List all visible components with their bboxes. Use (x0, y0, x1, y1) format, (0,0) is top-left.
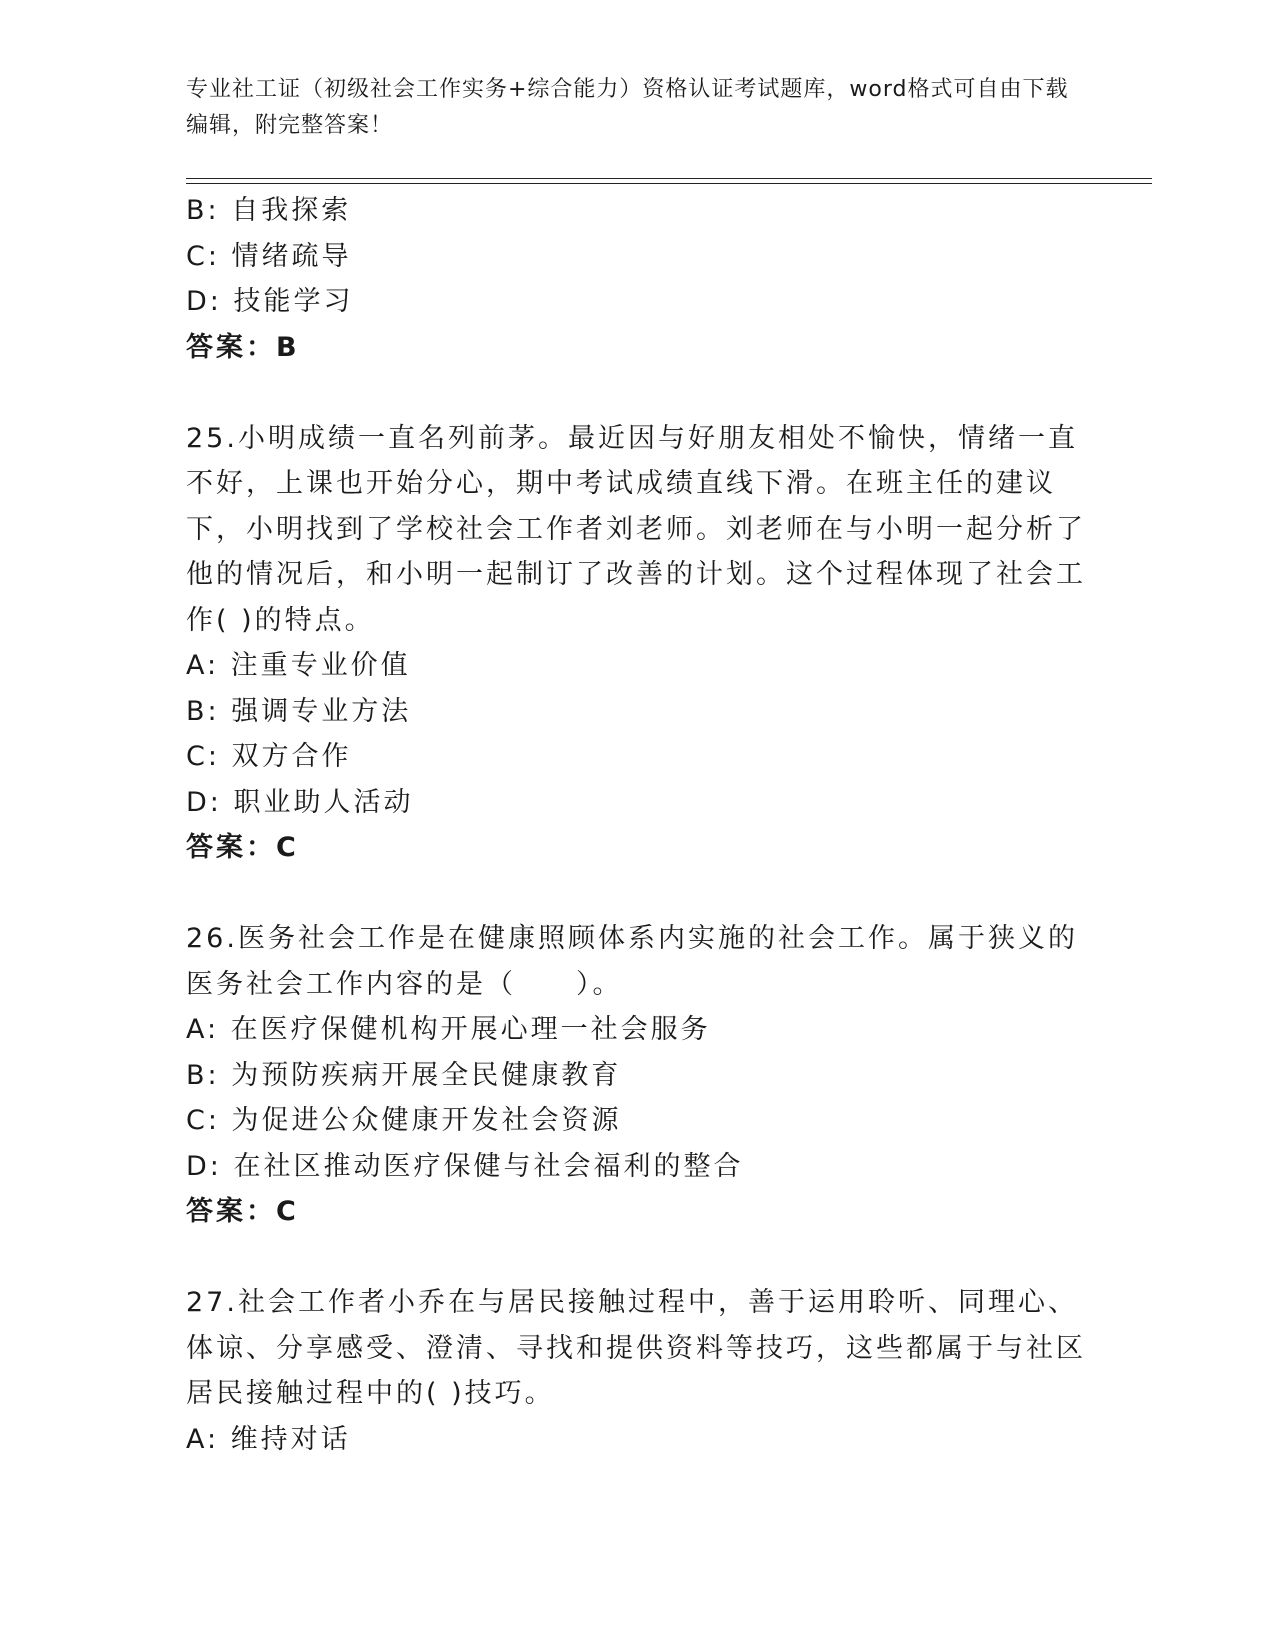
answer-line: 答案：C (186, 832, 299, 863)
question-stem: 27.社会工作者小乔在与居民接触过程中，善于运用聆听、同理心、体谅、分享感受、澄清、寻找和提供资料等技巧，这些都属于与社区居民接触过程中的( )技巧。 (186, 1287, 1086, 1409)
answer-line: 答案：B (186, 331, 300, 363)
spacer (186, 370, 1086, 416)
question-stem: 26.医务社会工作是在健康照顾体系内实施的社会工作。属于狭义的医务社会工作内容的是（ ）。 (186, 923, 1078, 1000)
header-divider-top (186, 178, 1152, 179)
option-item: A: 注重专业价值 (186, 650, 411, 681)
option-item: D: 在社区推动医疗保健与社会福利的整合 (186, 1150, 744, 1182)
document-header: 专业社工证（初级社会工作实务+综合能力）资格认证考试题库，word格式可自由下载编辑，附完整答案！ (186, 77, 1069, 138)
spacer (186, 871, 1086, 917)
question-stem: 25.小明成绩一直名列前茅。最近因与好朋友相处不愉快，情绪一直不好，上课也开始分心，期中考试成绩直线下滑。在班主任的建议下，小明找到了学校社会工作者刘老师。刘老师在与小明一起分析了他的情况后，和小明一起制订了改善的计划。这个过程体现了社会工作( )的特点。 (186, 422, 1086, 636)
header-divider-bottom (186, 183, 1152, 184)
question-26 (186, 916, 1086, 1235)
continued-question (186, 188, 1086, 370)
option-item: C: 为促进公众健康开发社会资源 (186, 1105, 622, 1136)
option-item: C: 情绪疏导 (186, 240, 352, 272)
question-27 (186, 1280, 1086, 1462)
question-25 (186, 416, 1086, 871)
question-list (186, 188, 1086, 1462)
option-item: D: 职业助人活动 (186, 786, 414, 818)
option-item: B: 为预防疾病开展全民健康教育 (186, 1059, 622, 1091)
option-item: D: 技能学习 (186, 286, 354, 317)
spacer (186, 1235, 1086, 1281)
option-item: B: 自我探索 (186, 195, 352, 226)
option-item: C: 双方合作 (186, 741, 352, 772)
option-item: A: 维持对话 (186, 1423, 351, 1455)
option-item: B: 强调专业方法 (186, 695, 412, 727)
answer-line: 答案：C (186, 1196, 299, 1227)
option-item: A: 在医疗保健机构开展心理一社会服务 (186, 1014, 711, 1045)
